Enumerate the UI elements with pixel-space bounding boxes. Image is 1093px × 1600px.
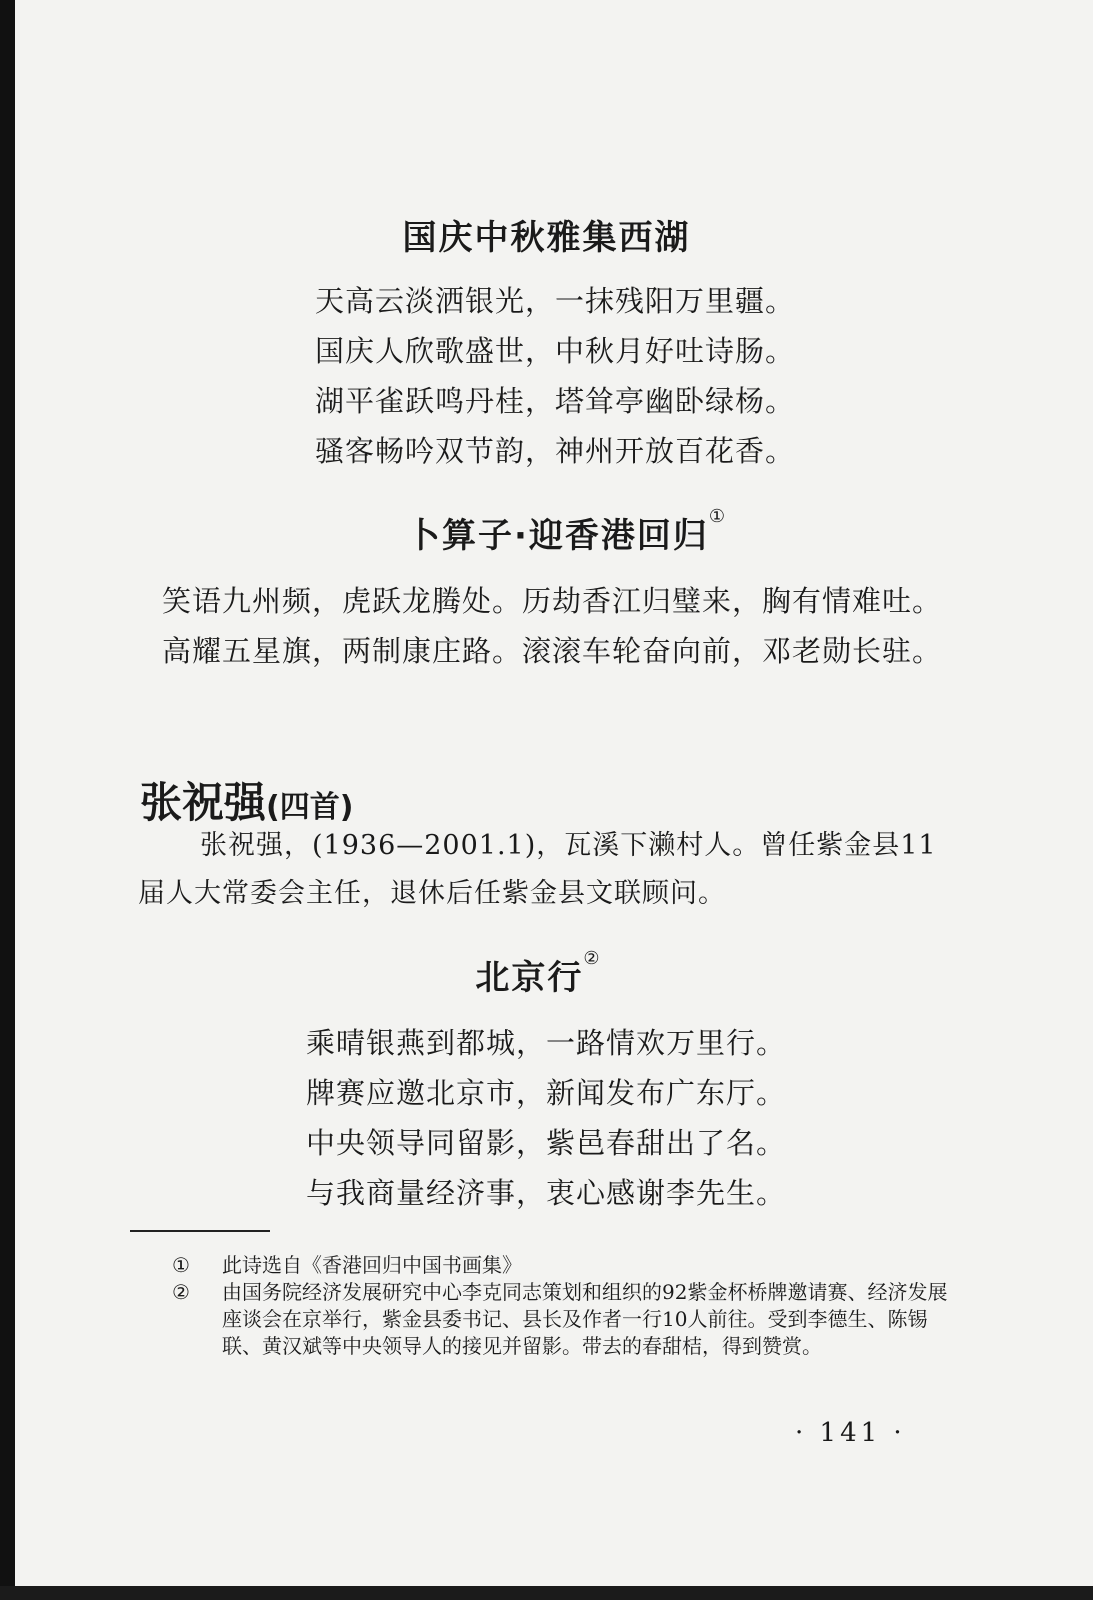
poem-title-text: 国庆中秋雅集西湖 [402, 218, 691, 258]
poem-beijingxing-lines [306, 1018, 786, 1218]
footnote-mark: ① [172, 1253, 190, 1277]
poem-busuanzi-lines [162, 576, 942, 676]
scan-edge-bottom [0, 1586, 1093, 1600]
poem-title-guoqing [0, 210, 1093, 259]
poem-guoqing-lines [315, 276, 795, 476]
page-number: · 141 · [795, 1418, 906, 1448]
poem-line: 牌赛应邀北京市，新闻发布广东厅。 [306, 1076, 787, 1110]
footnote-text: 由国务院经济发展研究中心李克同志策划和组织的92紫金杯桥牌邀请赛、经济发展座谈会在京举行，紫金县委书记、县长及作者一行10人前往。受到李德生、陈锡联、黄汉斌等中央领导人的接见并留影。带去的春甜桔，得到赞赏。 [222, 1280, 948, 1358]
footnote-text: 此诗选自《香港回归中国书画集》 [222, 1253, 522, 1277]
poem-line: 国庆人欣歌盛世，中秋月好吐诗肠。 [315, 334, 796, 368]
footnote-divider [130, 1230, 270, 1232]
poem-title-beijingxing [0, 950, 1085, 999]
poem-line: 湖平雀跃鸣丹桂，塔耸亭幽卧绿杨。 [315, 384, 796, 418]
author-poem-count: (四首) [266, 790, 354, 825]
poem-line: 高耀五星旗，两制康庄路。滚滚车轮奋向前，邓老勋长驻。 [162, 634, 943, 668]
poem-line: 天高云淡洒银光，一抹残阳万里疆。 [315, 284, 796, 318]
poem-line: 与我商量经济事，衷心感谢李先生。 [306, 1176, 787, 1210]
poem-line: 乘晴银燕到都城，一路情欢万里行。 [306, 1026, 787, 1060]
poem-line: 中央领导同留影，紫邑春甜出了名。 [306, 1126, 787, 1160]
poem-title-text: 卜算子·迎香港回归 [405, 516, 709, 556]
author-bio: 张祝强，(1936—2001.1)，瓦溪下濑村人。曾任紫金县11届人大常委会主任，退休后任紫金县文联顾问。 [138, 830, 937, 909]
footnote-item [172, 1252, 962, 1279]
footnote-mark: ② [172, 1280, 190, 1304]
author-name: 张祝强 [140, 778, 267, 827]
footnote-item [172, 1279, 962, 1360]
poem-title-text: 北京行 [475, 958, 584, 998]
footnote-ref-2: ② [583, 948, 602, 969]
author-heading [140, 770, 353, 830]
poem-line: 骚客畅吟双节韵，神州开放百花香。 [315, 434, 796, 468]
poem-line: 笑语九州频，虎跃龙腾处。历劫香江归璧来，胸有情难吐。 [162, 584, 943, 618]
poem-title-busuanzi [20, 508, 1093, 557]
footnotes [172, 1252, 962, 1360]
footnote-ref-1: ① [708, 506, 728, 527]
